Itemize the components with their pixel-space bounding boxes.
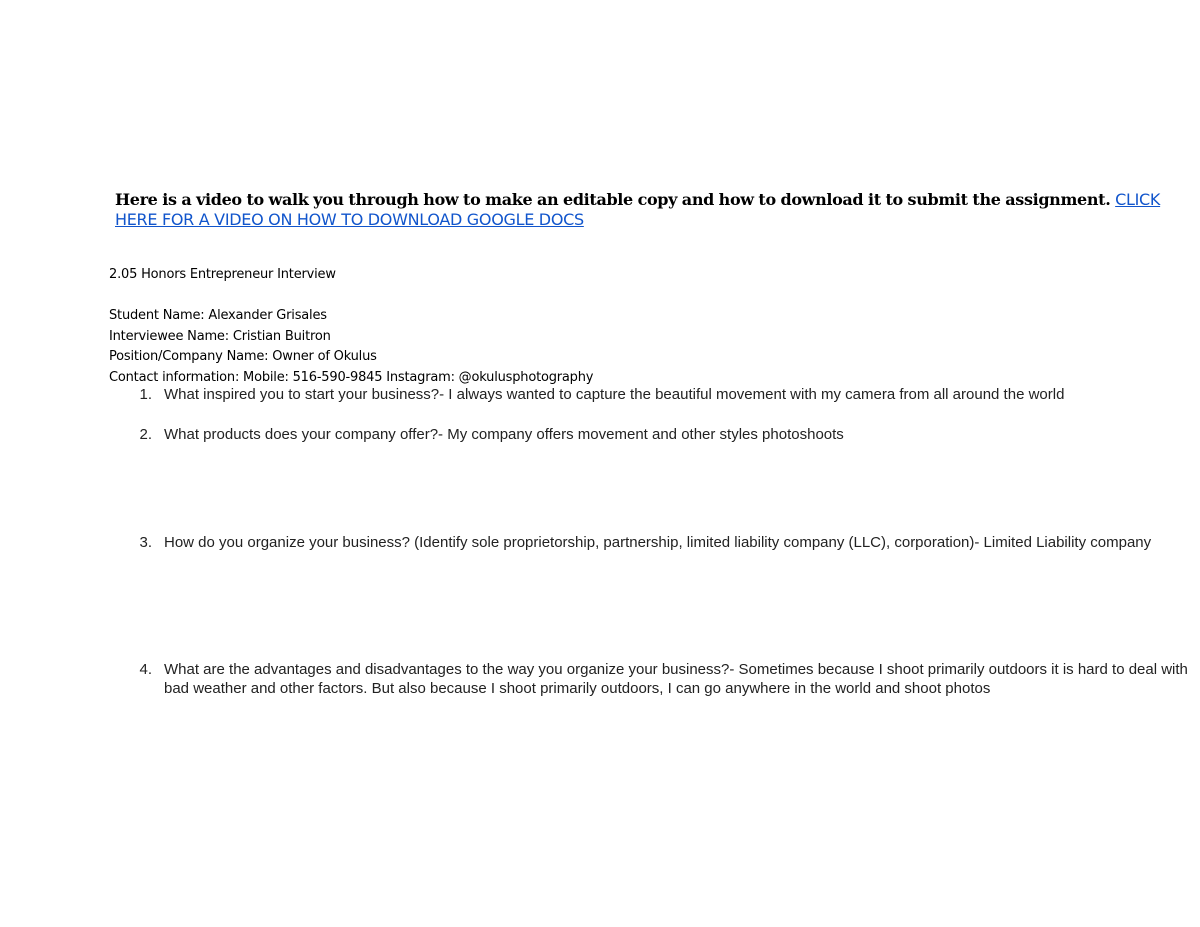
interview-header — [109, 265, 1109, 388]
intro-text: Here is a video to walk you through how to make an editable copy and how to download it to submit the assignment. — [115, 190, 1116, 209]
question-item-4 — [130, 661, 1192, 698]
position-company: Position/Company Name: Owner of Okulus — [109, 349, 377, 364]
question-text: What inspired you to start your business?- I always wanted to capture the beautiful movement with my camera from all around the world — [164, 386, 1065, 403]
question-number: 3. — [139, 534, 152, 551]
contact-information: Contact information: Mobile: 516-590-9845 Instagram: @okulusphotography — [109, 369, 594, 385]
question-text: What are the advantages and disadvantages to the way you organize your business?- Sometimes because I shoot primarily outdoors it is hard to deal with bad weather and other factors. But also because I shoot primarily outdoors, I can go anywhere in the world and shoot photos — [164, 661, 1188, 697]
intro-paragraph — [115, 190, 1175, 230]
question-number: 2. — [139, 426, 152, 443]
download-video-link[interactable]: CLICK HERE FOR A VIDEO ON HOW TO DOWNLOAD GOOGLE DOCS — [115, 190, 1161, 229]
question-number: 4. — [139, 661, 152, 678]
question-item-2 — [130, 426, 1192, 445]
question-text: What products does your company offer?- My company offers movement and other styles photoshoots — [164, 426, 844, 443]
interviewee-name: Interviewee Name: Cristian Buitron — [109, 328, 331, 344]
question-item-1 — [130, 386, 1192, 405]
student-name: Student Name: Alexander Grisales — [109, 308, 327, 323]
document-title: 2.05 Honors Entrepreneur Interview — [109, 267, 336, 282]
question-text: How do you organize your business? (Identify sole proprietorship, partnership, limited liability company (LLC), corporation)- Limited Liability company — [164, 534, 1152, 551]
question-item-3 — [130, 534, 1192, 553]
question-number: 1. — [139, 386, 152, 403]
